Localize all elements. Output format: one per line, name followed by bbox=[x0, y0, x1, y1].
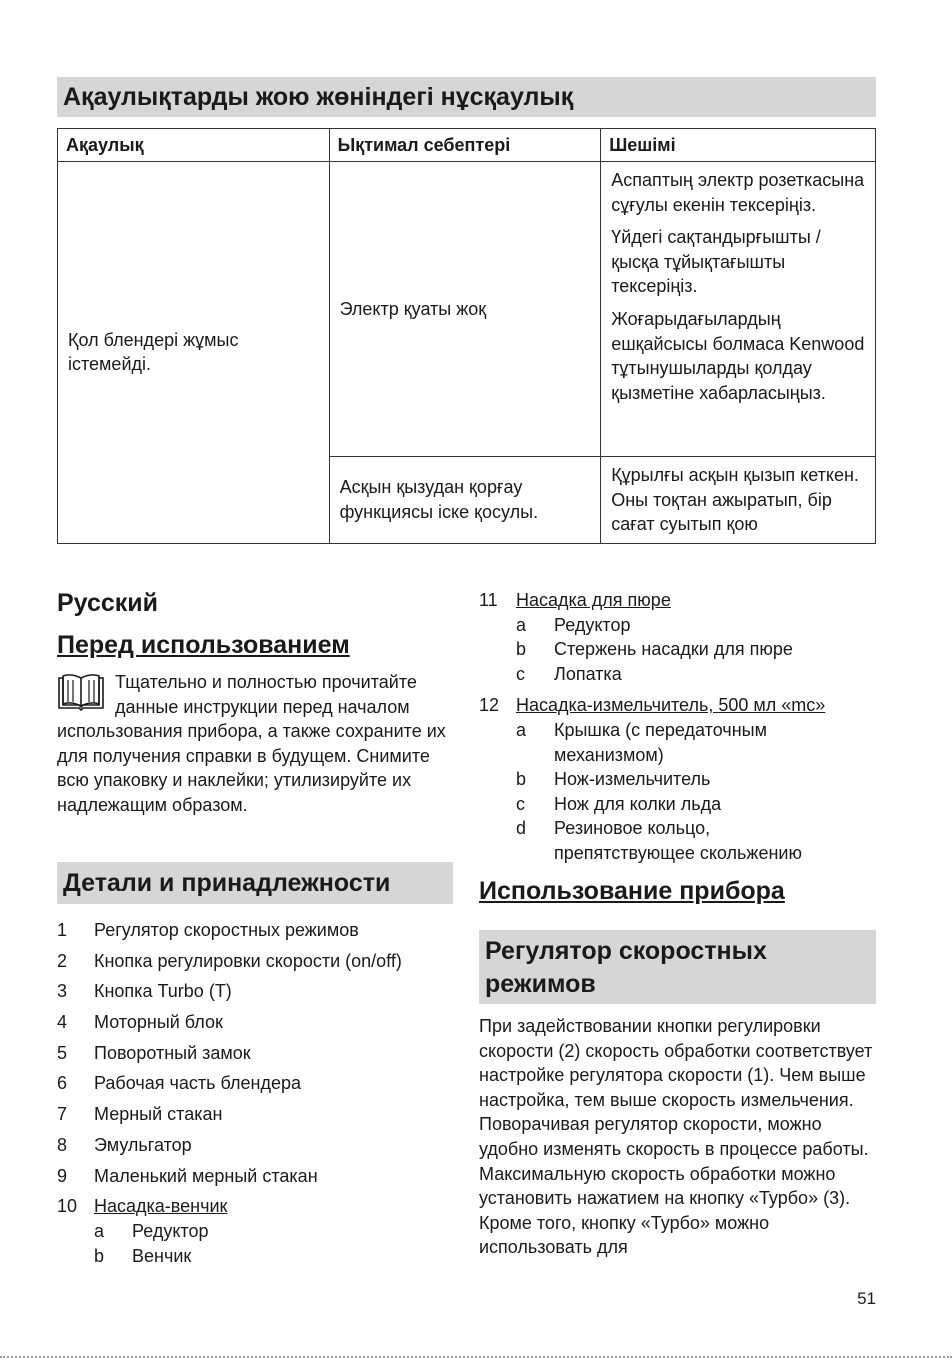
item-number: 12 bbox=[479, 695, 500, 716]
item-label: Маленький мерный стакан bbox=[94, 1165, 318, 1186]
solution-cell: Құрылғы асқын қызып кеткен. Оны тоқтан ажыратып, бір сағат суытып қою bbox=[601, 457, 876, 544]
item-label: Рабочая часть блендера bbox=[94, 1073, 301, 1094]
item-label: Мерный стакан bbox=[94, 1104, 223, 1125]
item-label: Нож-измельчитель bbox=[554, 769, 711, 790]
item-letter: b bbox=[516, 769, 527, 790]
speed-control-paragraph: При задействовании кнопки регулировки скорости (2) скорость обработки соответствует настройке регулятора скорости (1). Чем выше настройка, тем выше скорость измельчения. Поворачивая регулятор скорости, можно удобно изменять скорость в процессе работы. Максимальную скорость обработки можно установить нажатием на кнопку «Турбо» (3). Кроме того, кнопку «Турбо» можно использовать для bbox=[479, 1016, 873, 1258]
item-label: Кнопка Turbo (T) bbox=[94, 981, 232, 1002]
item-label: Кнопка регулировки скорости (on/off) bbox=[94, 950, 402, 971]
item-number: 4 bbox=[57, 1012, 68, 1033]
table-row bbox=[58, 162, 876, 457]
speed-control-heading bbox=[479, 930, 876, 1004]
solution-text: Жоғарыдағылардың ешқайсысы болмаса Kenwood тұтынушыларды қолдау қызметіне хабарласыңыз. bbox=[611, 308, 865, 403]
item-number: 2 bbox=[57, 950, 68, 971]
list-item bbox=[57, 1040, 467, 1071]
item-number: 9 bbox=[57, 1165, 68, 1186]
list-item bbox=[479, 693, 879, 718]
sub-list-item bbox=[479, 613, 879, 638]
item-letter: a bbox=[516, 719, 527, 740]
before-use-heading: Перед использованием bbox=[57, 631, 350, 659]
list-item bbox=[57, 1132, 467, 1163]
item-letter: b bbox=[94, 1245, 105, 1266]
book-icon bbox=[57, 672, 105, 712]
troubleshooting-title: Ақаулықтарды жою жөніндегі нұсқаулық bbox=[57, 77, 876, 117]
item-number: 8 bbox=[57, 1134, 68, 1155]
item-letter: a bbox=[516, 614, 527, 635]
item-letter: b bbox=[516, 639, 527, 660]
solution-cell bbox=[601, 162, 876, 457]
list-item bbox=[57, 1101, 467, 1132]
usage-heading: Использование прибора bbox=[479, 877, 785, 905]
item-label: Нож для колки льда bbox=[554, 793, 722, 814]
solution-text: Үйдегі сақтандырғышты / қысқа тұйықтағышты тексеріңіз. bbox=[611, 227, 821, 297]
sub-list-item bbox=[479, 637, 879, 662]
sub-list-item bbox=[479, 662, 879, 687]
item-number: 3 bbox=[57, 981, 68, 1002]
page-number: 51 bbox=[857, 1289, 876, 1308]
item-letter: c bbox=[516, 663, 525, 684]
list-item bbox=[57, 1193, 467, 1219]
item-letter: a bbox=[94, 1221, 105, 1242]
item-number: 6 bbox=[57, 1073, 68, 1094]
item-label: Поворотный замок bbox=[94, 1042, 251, 1063]
item-number: 5 bbox=[57, 1042, 68, 1063]
parts-list bbox=[57, 917, 467, 1268]
intro-rest: перед началом использования прибора, а также сохраните их для получения справки в будущем. Снимите всю упаковку и наклейки; утилизируйте их надлежащим образом. bbox=[57, 696, 446, 815]
sub-list-item bbox=[479, 718, 879, 767]
sub-list-item bbox=[479, 792, 879, 817]
item-number: 1 bbox=[57, 920, 68, 940]
item-label: Редуктор bbox=[132, 1221, 209, 1242]
problem-cell: Қол блендері жұмыс істемейді. bbox=[58, 162, 330, 544]
list-item bbox=[57, 948, 467, 979]
speed-control-title: Регулятор скоростных режимов bbox=[485, 937, 767, 998]
cause-cell: Электр қуаты жоқ bbox=[329, 162, 601, 457]
item-label: Регулятор скоростных режимов bbox=[94, 920, 359, 940]
header-solution: Шешімі bbox=[601, 129, 876, 162]
item-label: Моторный блок bbox=[94, 1012, 223, 1033]
list-item bbox=[479, 588, 879, 613]
item-number: 11 bbox=[479, 590, 498, 610]
list-item bbox=[57, 1163, 467, 1194]
item-number: 7 bbox=[57, 1104, 68, 1125]
bottom-divider bbox=[0, 1356, 952, 1358]
sub-list-item bbox=[94, 1244, 467, 1269]
list-item bbox=[57, 978, 467, 1009]
item-label: Эмульгатор bbox=[94, 1134, 192, 1155]
item-label: Насадка-венчик bbox=[94, 1196, 228, 1217]
language-heading: Русский bbox=[57, 589, 159, 617]
list-item bbox=[57, 917, 467, 948]
sub-list-item bbox=[479, 767, 879, 792]
solution-text: Аспаптың электр розеткасына сұғулы екенін тексеріңіз. bbox=[611, 170, 865, 215]
right-column bbox=[479, 588, 879, 866]
list-item bbox=[57, 1070, 467, 1101]
item-label: Насадка для пюре bbox=[516, 590, 671, 610]
item-label: Стержень насадки для пюре bbox=[554, 639, 793, 660]
item-letter: d bbox=[516, 818, 527, 839]
list-item bbox=[57, 1009, 467, 1040]
cause-cell: Асқын қызудан қорғау функциясы іске қосулы. bbox=[329, 457, 601, 544]
parts-heading: Детали и принадлежности bbox=[57, 862, 453, 904]
item-label: Крышка (с передаточным механизмом) bbox=[554, 719, 767, 765]
sub-list-item bbox=[479, 816, 879, 865]
table-header-row bbox=[58, 129, 876, 162]
header-problem: Ақаулық bbox=[58, 129, 330, 162]
item-number: 10 bbox=[57, 1196, 78, 1217]
sub-list-item bbox=[94, 1219, 467, 1244]
item-label: Редуктор bbox=[554, 614, 631, 635]
intro-paragraph bbox=[57, 670, 457, 818]
item-label: Лопатка bbox=[554, 663, 622, 684]
item-label: Насадка-измельчитель, 500 мл «mc» bbox=[516, 695, 826, 716]
troubleshooting-table bbox=[57, 128, 876, 544]
intro-first-line: Тщательно и полностью прочитайте данные инструкции bbox=[115, 672, 417, 717]
header-cause: Ықтимал себептері bbox=[329, 129, 601, 162]
item-letter: c bbox=[516, 793, 525, 814]
item-label: Резиновое кольцо, препятствующее скольжению bbox=[554, 818, 802, 863]
left-column bbox=[57, 586, 457, 818]
item-label: Венчик bbox=[132, 1245, 192, 1266]
